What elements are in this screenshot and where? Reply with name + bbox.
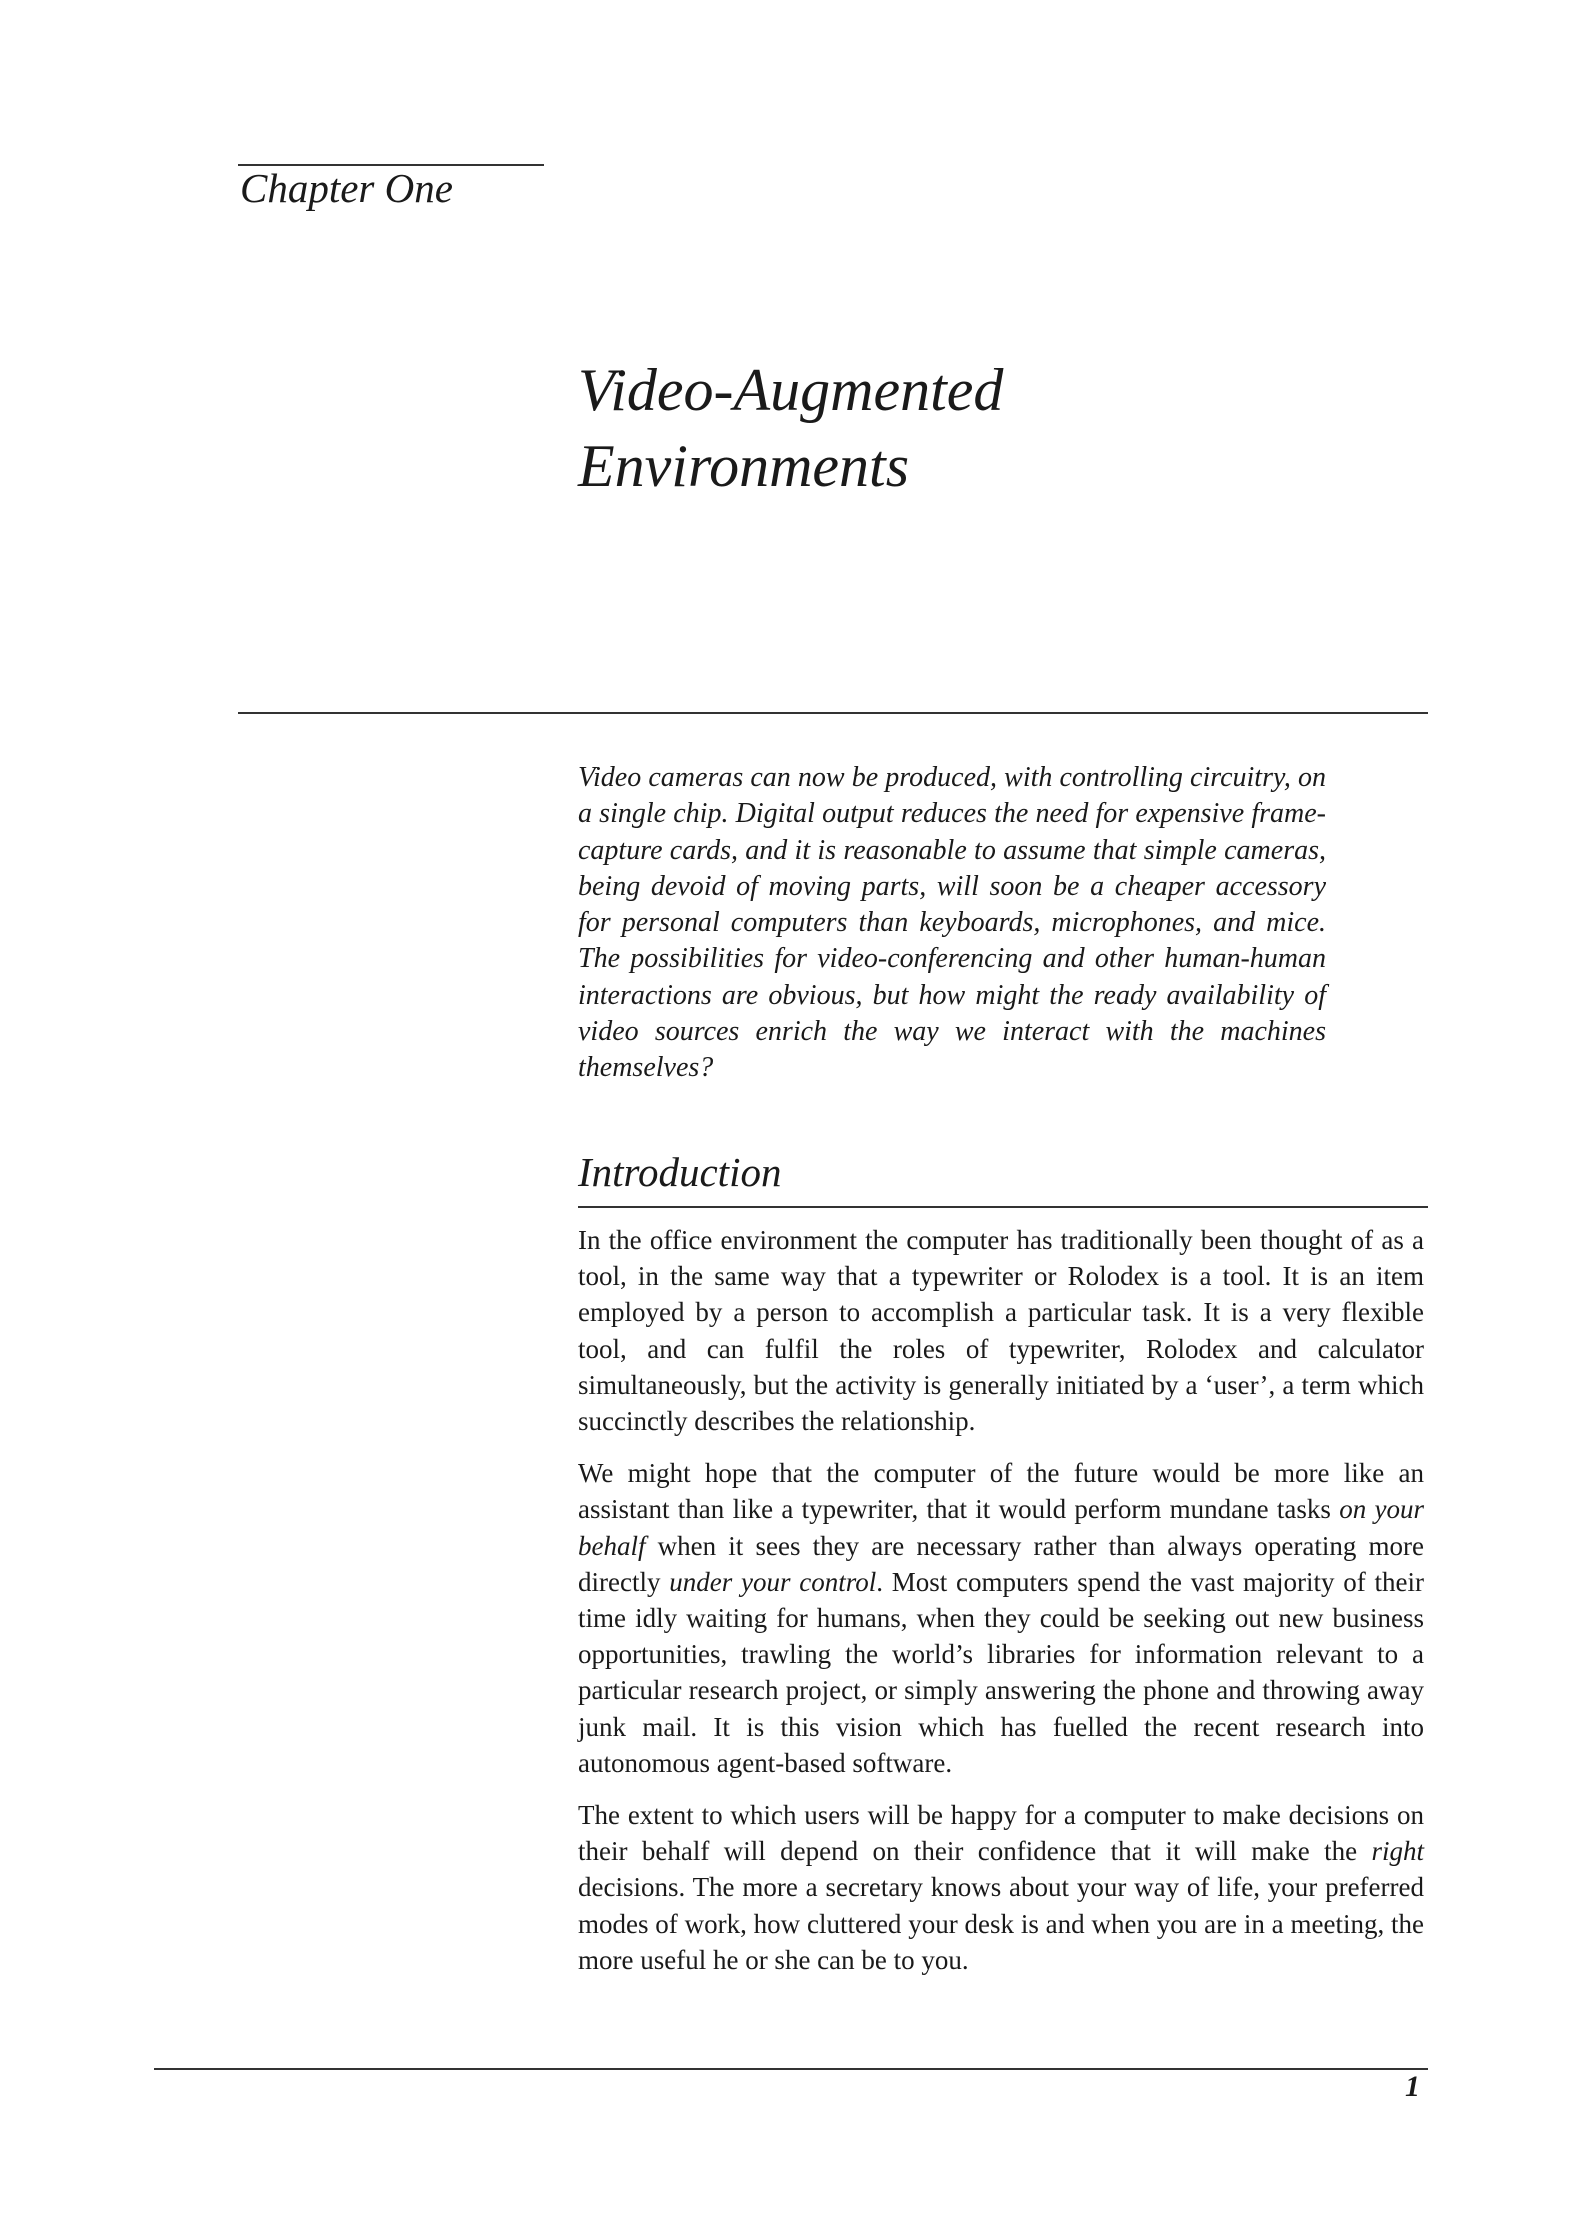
paragraph-2-emphasis: under your control — [669, 1566, 877, 1597]
body-text — [578, 1222, 1424, 1994]
paragraph-3-emphasis: right — [1371, 1836, 1424, 1867]
chapter-title — [578, 352, 1003, 504]
title-bottom-rule — [238, 712, 1428, 714]
footer-rule — [154, 2068, 1428, 2070]
page-number: 1 — [1405, 2070, 1420, 2103]
chapter-title-line-2: Environments — [578, 433, 910, 499]
chapter-label: Chapter One — [240, 165, 453, 211]
paragraph-3-text: decisions. The more a secretary knows about your way of life, your preferred modes of work, how cluttered your desk is and when you are in a meeting, the more useful he or she can be to you. — [578, 1872, 1424, 1975]
paragraph-2-emphasis: on your behalf — [578, 1494, 1424, 1561]
paragraph-2-text: when it sees they are necessary rather than always operating more directly — [578, 1530, 1424, 1597]
section-heading: Introduction — [578, 1149, 782, 1195]
paragraph-2-text: We might hope that the computer of the future would be more like an assistant than like a typewriter, that it would perform mundane tasks — [578, 1458, 1424, 1525]
chapter-title-line-1: Video-Augmented — [578, 357, 1004, 423]
paragraph-2 — [578, 1455, 1424, 1781]
chapter-abstract: Video cameras can now be produced, with controlling circuitry, on a single chip. Digital output reduces the need for expensive frame-capture cards, and it is reasonable to assume that simple cameras, being devoid of moving parts, will soon be a cheaper accessory for personal computers than keyboards, microphones, and mice. The possibilities for video-conferencing and other human-human interactions are obvious, but how might the ready availability of video sources enrich the way we interact with the machines themselves? — [578, 762, 1326, 1084]
paragraph-2-text: . Most computers spend the vast majority of their time idly waiting for humans, when they could be seeking out new business opportunities, trawling the world’s libraries for information relevant to a particular research project, or simply answering the phone and throwing away junk mail. It is this vision which has fuelled the recent research into autonomous agent-based software. — [578, 1566, 1425, 1778]
paragraph-3-text: The extent to which users will be happy for a computer to make decisions on their behalf will depend on their confidence that it will make the — [578, 1800, 1424, 1867]
paragraph-3 — [578, 1797, 1424, 1978]
paragraph-1: In the office environment the computer has traditionally been thought of as a tool, in the same way that a typewriter or Rolodex is a tool. It is an item employed by a person to accomplish a particular task. It is a very flexible tool, and can fulfil the roles of typewriter, Rolodex and calculator simultaneously, but the activity is generally initiated by a ‘user’, a term which succinctly describes the relationship. — [578, 1225, 1424, 1437]
section-heading-rule — [578, 1206, 1428, 1208]
